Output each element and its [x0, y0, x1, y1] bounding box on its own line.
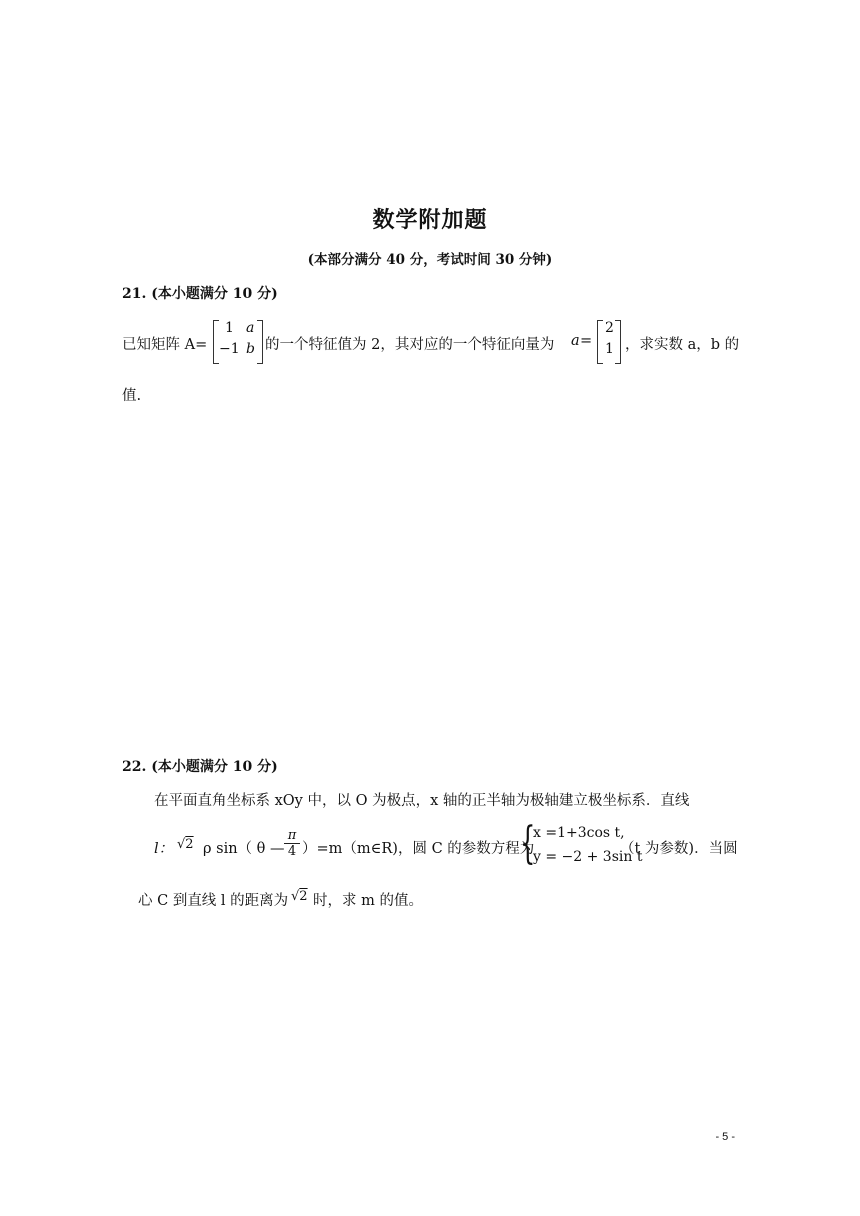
sqrt-2-arg: 2 — [185, 837, 194, 852]
eigenvector — [597, 320, 621, 362]
fraction-numerator: π — [284, 828, 300, 844]
question-22-line3-a: 心 C 到直线 l 的距离为 — [138, 893, 289, 909]
question-22-line2-a: ρ sin（ θ — — [203, 841, 285, 857]
matrix-a-r2c1: −1 — [219, 341, 240, 357]
question-21-heading: 21. (本小题满分 10 分) — [122, 286, 278, 302]
line-l-label: l： — [154, 841, 174, 857]
question-22-line2-c: （t 为参数)．当圆 — [620, 841, 738, 857]
question-22-heading: 22. (本小题满分 10 分) — [122, 759, 278, 775]
matrix-a — [213, 320, 263, 362]
eigenvector-r2: 1 — [605, 341, 614, 357]
question-22-line3-b: 时，求 m 的值。 — [313, 893, 423, 909]
question-22-line1: 在平面直角坐标系 xOy 中，以 O 为极点，x 轴的正半轴为极轴建立极坐标系．直线 — [154, 793, 690, 809]
page-title: 数学附加题 — [372, 207, 488, 233]
matrix-a-r2c2: b — [246, 341, 255, 357]
fraction-denominator: 4 — [287, 844, 297, 859]
page-number: - 5 - — [715, 1131, 735, 1143]
eigenvector-equals: = — [580, 333, 593, 349]
question-21-text-line2: 值. — [122, 388, 142, 404]
sqrt-2-distance-arg: 2 — [299, 889, 308, 904]
matrix-a-r1c1: 1 — [225, 320, 234, 336]
page-subtitle: (本部分满分 40 分，考试时间 30 分钟) — [307, 252, 553, 268]
parametric-eq-x: x =1+3cos t, — [533, 825, 625, 841]
parametric-eq-y: y = −2 + 3sin t — [533, 849, 643, 865]
question-22-line2-b: ）=m（m∈R)，圆 C 的参数方程为 — [302, 841, 535, 857]
question-21-text-pre: 已知矩阵 A= — [122, 337, 208, 353]
matrix-a-r1c2: a — [246, 320, 255, 336]
fraction-pi-over-4 — [284, 828, 300, 859]
sqrt-2-distance: √2 — [291, 889, 308, 904]
left-brace: { — [520, 818, 536, 869]
question-21-text-mid: 的一个特征值为 2，其对应的一个特征向量为 — [265, 337, 555, 353]
question-21-text-post: ，求实数 a，b 的 — [625, 337, 740, 353]
eigenvector-symbol: a — [571, 333, 580, 349]
sqrt-2: √2 — [177, 837, 194, 852]
eigenvector-r1: 2 — [605, 320, 614, 336]
